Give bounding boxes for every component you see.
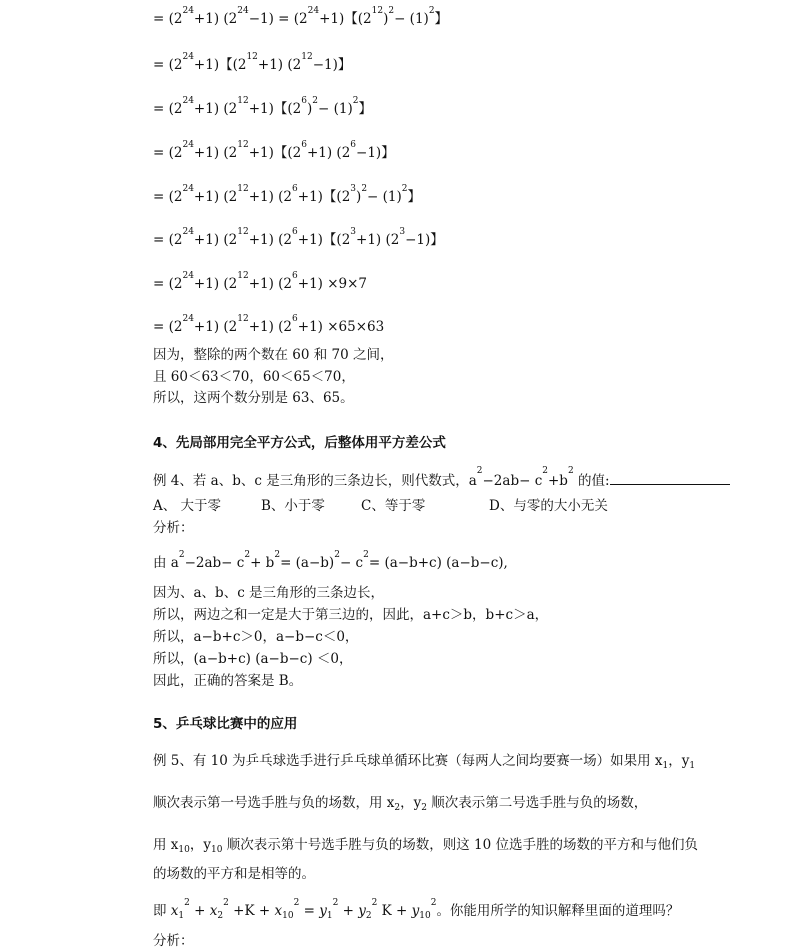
example-5-formula: 即 $x_1^2 + x_2^2 +K + x_{10}^2 = y_1^2 + y_2^2$ $K + y_{10}^2$。你能用所学的知识解释里面的道理吗？: [153, 898, 680, 921]
example-4-question: [153, 466, 730, 490]
example-5-para-4: 的场数的平方和是相等的。: [153, 866, 315, 882]
example-5-para-1: 例 5、有 10 为乒乓球选手进行乒乓球单循环比赛（每两人之间均要赛一场）如果用 $x_1$，$y_1$: [153, 753, 696, 771]
equation-line-4: = $(2^{24}+1)$ $(2^{12}+1)$【$(2^6+1)$ $(2^6-1)$】: [153, 140, 395, 161]
example-5-para-3: 用 $x_{10}$，$y_{10}$ 顺次表示第十号选手胜与负的场数，则这 10 位选手胜的场数的平方和与他们负: [153, 837, 699, 855]
example-4-options: [153, 497, 608, 515]
section-5-heading: 5、乒乓球比赛中的应用: [153, 716, 298, 732]
equation-line-5: = $(2^{24}+1)$ $(2^{12}+1)$ $(2^6+1)$【$(2^3)^2- (1)^2$】: [153, 184, 422, 205]
conclusion-line-3: 所以，这两个数分别是 63、65。: [153, 390, 354, 406]
option-c: C、等于零: [361, 498, 426, 514]
analysis-label-4: 分析：: [153, 520, 194, 536]
reasoning-line-3: 所以，a−b+c＞0，a−b−c＜0，: [153, 629, 359, 645]
reasoning-line-5: 因此，正确的答案是 B。: [153, 673, 303, 689]
equation-line-6: = $(2^{24}+1)$ $(2^{12}+1)$ $(2^6+1)$【$(2^3+1)$ $(2^3-1)$】: [153, 227, 444, 248]
derivation-line: 由 $a^2-2ab- c^2+ b^2= (a-b)^2- c^2= (a-b+c)$ (a−b−c),: [153, 550, 508, 571]
analysis-label-5: 分析：: [153, 933, 194, 949]
section-4-heading: 4、先局部用完全平方公式，后整体用平方差公式: [153, 435, 446, 451]
reasoning-line-4: 所以，(a−b+c) (a−b−c) ＜0，: [153, 651, 353, 667]
answer-blank: [610, 470, 730, 485]
example-5-para-2: 顺次表示第一号选手胜与负的场数，用 $x_2$，$y_2$ 顺次表示第二号选手胜与负的场数，: [153, 795, 648, 813]
equation-line-2: = $(2^{24}+1)$【$(2^{12}+1)$ $(2^{12}-1)$】: [153, 52, 352, 73]
example-4-text: 例 4、若 a、b、c 是三角形的三条边长，则代数式，$a^2-2ab- c^2+b^2$ 的值:: [153, 466, 610, 489]
conclusion-line-1: 因为，整除的两个数在 60 和 70 之间，: [153, 347, 394, 363]
equation-line-7: = $(2^{24}+1)$ $(2^{12}+1)$ $(2^6+1) \times 9\times 7$: [153, 271, 368, 292]
conclusion-line-2: 且 60＜63＜70，60＜65＜70，: [153, 369, 355, 385]
equation-line-8: = $(2^{24}+1)$ $(2^{12}+1)$ $(2^6+1) \times 65\times 63$: [153, 314, 385, 335]
option-d: D、与零的大小无关: [489, 498, 608, 514]
equation-line-1: = $(2^{24}+1) (2^{24}-1) = (2^{24}+1)$【$(2^{12})^2- (1)^2$】: [153, 6, 449, 27]
reasoning-line-2: 所以，两边之和一定是大于第三边的，因此，a+c＞b，b+c＞a，: [153, 607, 549, 623]
option-a: A、 大于零: [153, 498, 222, 514]
reasoning-line-1: 因为、a、b、c 是三角形的三条边长，: [153, 585, 385, 601]
equation-line-3: = $(2^{24}+1)$ $(2^{12}+1)$【$(2^6)^2- (1)^2$】: [153, 96, 372, 117]
option-b: B、小于零: [261, 498, 325, 514]
